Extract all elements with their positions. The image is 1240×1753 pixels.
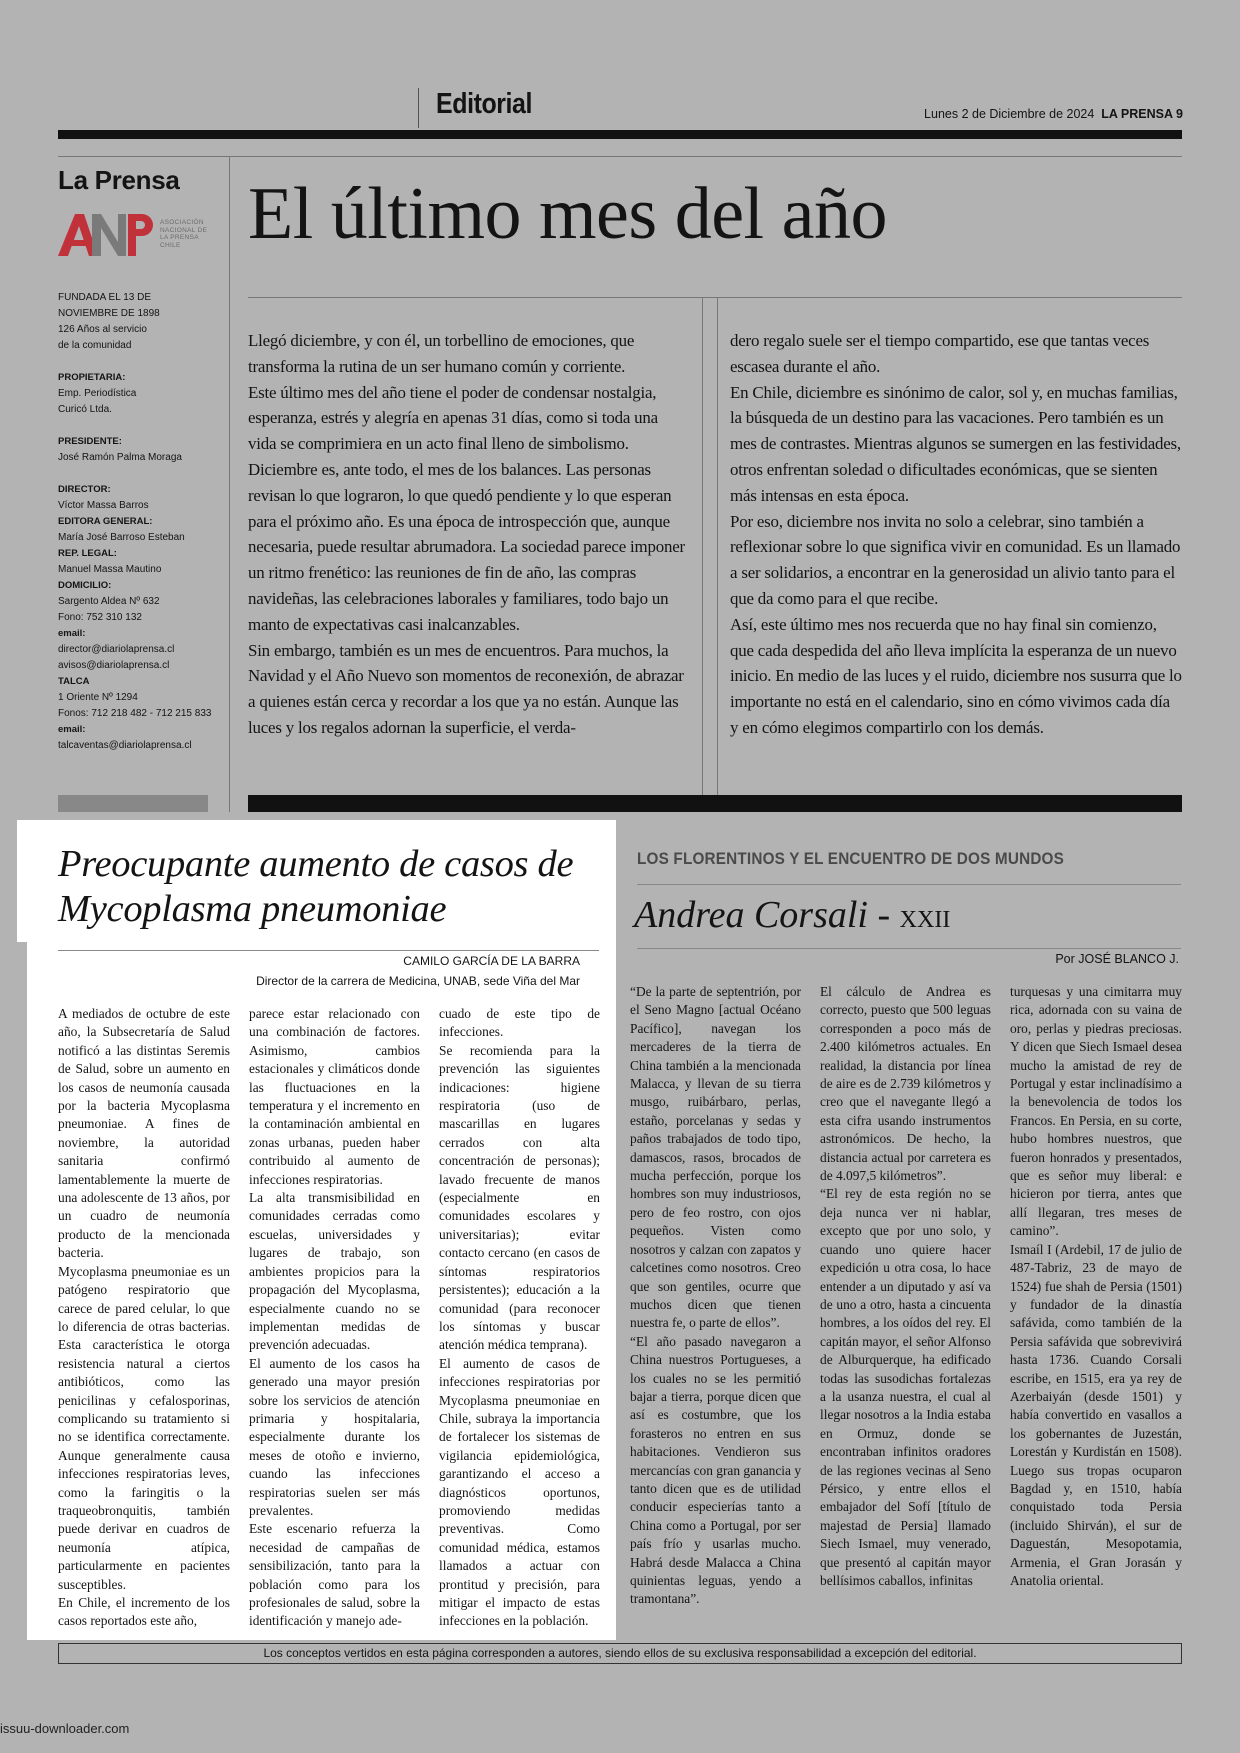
editorial-divider xyxy=(717,297,718,795)
editorial-column-1 xyxy=(248,328,690,741)
founded-line: de la comunidad xyxy=(58,340,132,351)
editorial-rule xyxy=(248,297,1182,298)
editora-label: EDITORA GENERAL: xyxy=(58,516,153,527)
paragraph: dero regalo suele ser el tiempo compartido, ese que tantas veces escasea durante el año. xyxy=(730,331,1150,376)
paragraph: cuado de este tipo de infecciones. xyxy=(439,1006,600,1040)
paragraph: Sin embargo, también es un mes de encuentros. Para muchos, la Navidad y el Año Nuevo son momentos de reconexión, de abrazar a quienes están cerca y recordar a los que ya no están. Aunque las luces y los regalos adornan la superficie, el verda- xyxy=(248,640,684,737)
presidente-block xyxy=(58,434,218,466)
article-left-author: CAMILO GARCÍA DE LA BARRA xyxy=(403,954,580,968)
anp-logo xyxy=(58,212,218,256)
paragraph: El cálculo de Andrea es correcto, puesto que 500 leguas corresponden a poco más de 2.400 kilómetros actuales. En realidad, la distancia por línea de aire es de 2.739 kilómetros y creo que el navegante llegó a esta cifra usando instrumentos astronómicos. De hecho, la distancia actual por carretera es de 4.097,5 kilómetros”. xyxy=(820,984,991,1184)
article-right-column-1 xyxy=(630,983,801,1609)
editorial-headline: El último mes del año xyxy=(248,173,887,255)
paragraph: parece estar relacionado con una combinación de factores. Asimismo, cambios estacionales y climáticos donde las fluctuaciones en la temperatura y el incremento en la contaminación ambiental en zonas urbanas, pueden haber contribuido al aumento de infecciones respiratorias. xyxy=(249,1006,420,1187)
paragraph: “El rey de esta región no se deja nunca ver ni hablar, excepto que por uno solo, y cuando uno quiere hacer expedición u otra cosa, lo hace entender a un diputado y así va de uno a otro, hasta a cincuenta hombres, a los oídos del rey. El capitán mayor, el señor Alfonso de Alburquerque, ha edificado todas las susodichas fortalezas a la usanza nuestra, el cual al llegar nosotros a la India estaba en Ormuz, donde se encontraban infinitos oradores de las regiones vecinas al Seno Pérsico, y entre ellos el embajador del Sofí [título de majestad de Persia] llamado Siech Ismael, muy venerado, que presentó al capitán mayor bellísimos caballos, infinitas xyxy=(820,1186,991,1588)
email-label: email: xyxy=(58,724,86,735)
domicilio-label: DOMICILIO: xyxy=(58,580,112,591)
anp-logo-text: ASOCIACIÓN NACIONAL DE LA PRENSA CHILE xyxy=(160,219,208,249)
paragraph: turquesas y una cimitarra muy rica, adornada con su vaina de oro, perlas y piedras preciosas. Y dicen que Siech Ismael desea mucho la amistad de rey de Portugal y estar inclinadísimo a la benevolencia de todos los Francos. En Persia, en su corte, hubo hombres nuestros, que fueron honrados y presentados, que es señor muy liberal: e hicieron por tierra, antes que allí llegaran, tres meses de camino”. xyxy=(1010,984,1182,1239)
paragraph: En Chile, diciembre es sinónimo de calor, sol y, en muchas familias, la búsqueda de un destino para las vacaciones. Pero también es un mes de contrastes. Mientras algunos se sumergen en las festividades, otros enfrentan soledad o dificultades económicas, que se sienten más intensas en esta época. xyxy=(730,382,1181,505)
masthead-bar xyxy=(58,795,208,812)
footer-disclaimer: Los conceptos vertidos en esta página corresponden a autores, siendo ellos de su exclusiva responsabilidad a excepción del editorial. xyxy=(58,1643,1182,1664)
talca-phones: Fonos: 712 218 482 - 712 215 833 xyxy=(58,708,212,719)
paragraph: Mycoplasma pneumoniae es un patógeno respiratorio que carece de pared celular, lo que lo diferencia de otras bacterias. Esta característica le otorga resistencia natural a ciertos antibióticos, como las penicilinas y cefalosporinas, complicando su tratamiento si no se identifica correctamente. Aunque generalmente causa infecciones respiratorias leves, como la faringitis o la traqueobronquitis, también puede derivar en cuadros de neumonía atípica, particularmente en pacientes susceptibles. xyxy=(58,1263,230,1592)
editorial-column-2 xyxy=(730,328,1182,741)
founded-line: 126 Años al servicio xyxy=(58,324,147,335)
rep-label: REP. LEGAL: xyxy=(58,548,117,559)
header-rule-thick xyxy=(58,130,1182,139)
propietaria-block xyxy=(58,370,218,418)
masthead-name: La Prensa xyxy=(58,165,180,195)
paragraph: Este último mes del año tiene el poder de condensar nostalgia, esperanza, estrés y alegría en apenas 31 días, como si toda una vida se comprimiera en un acto final lleno de simbolismo. xyxy=(248,382,658,454)
talca-label: TALCA xyxy=(58,676,90,687)
paragraph: Ismaíl I (Ardebil, 17 de julio de 487-Tabriz, 23 de mayo de 1524) fue shah de Persia (1501) y fundador de la dinastía safávida, como también de la Persia safávida que sobrevivirá hasta 1736. Cuando Corsali escribe, en 1515, era ya rey de Azerbaiyán (desde 1501) y había convertido en vasallos a los gobernantes de Juzestán, Lorestán y Kurdistán en 1508). Luego sus tropas ocuparon Bagdad y, en 1510, había conquistado toda Persia (incluido Shirván), el sur de Daguestán, Mesopotamia, Armenia, el Gran Jorasán y Anatolia oriental. xyxy=(1010,1241,1182,1588)
article-right-column-2 xyxy=(820,983,991,1590)
director-name: Víctor Massa Barros xyxy=(58,500,149,511)
propietaria-label: PROPIETARIA: xyxy=(58,372,126,383)
email-link[interactable]: talcaventas@diariolaprensa.cl xyxy=(58,740,192,751)
founded-line: NOVIEMBRE DE 1898 xyxy=(58,308,160,319)
article-right-rule xyxy=(637,884,1181,885)
paragraph: Así, este último mes nos recuerda que no hay final sin comienzo, que cada despedida del año lleva implícita la esperanza de un nuevo inicio. En medio de las luces y el ruido, diciembre nos susurra que lo importante no está en el calendario, sino en cómo vivimos cada día y en cómo elegimos compartirlo con los demás. xyxy=(730,614,1182,737)
section-title: Editorial xyxy=(418,88,565,128)
article-right-title-main: Andrea Corsali - xyxy=(634,894,900,936)
paragraph: El aumento de casos de infecciones respiratorias por Mycoplasma pneumoniae en Chile, subraya la importancia de fortalecer los sistemas de vigilancia epidemiológica, garantizando el acceso a diagnósticos oportunos, promoviendo medidas preventivas. Como comunidad médica, estamos llamados a actuar con prontitud y precisión, para mitigar el impacto de estas infecciones en la población. xyxy=(439,1355,600,1629)
column-divider xyxy=(229,157,230,812)
paragraph: A mediados de octubre de este año, la Subsecretaría de Salud notificó a las distintas Seremis de Salud, sobre un aumento en los casos de neumonía causada por la bacteria Mycoplasma pneumoniae. A fines de noviembre, la autoridad sanitaria confirmó lamentablemente la muerte de una adolescente de 13 años, por un cuadro de neumonía producto de la mencionada bacteria. xyxy=(58,1006,230,1261)
founded-line: FUNDADA EL 13 DE xyxy=(58,292,151,303)
article-left-column-1 xyxy=(58,1005,230,1631)
date-text: Lunes 2 de Diciembre de 2024 xyxy=(924,107,1095,121)
article-left-rule xyxy=(58,950,599,951)
paragraph: Se recomienda para la prevención las siguientes indicaciones: higiene respiratoria (uso de mascarillas en lugares cerrados con alta concentración de personas); lavado frecuente de manos (especialmente en comunidades escolares y universitarias); evitar contacto cercano (en casos de síntomas respiratorios persistentes); educación a la comunidad (para reconocer los síntomas y buscar atención médica temprana). xyxy=(439,1042,600,1353)
email-label: email: xyxy=(58,628,86,639)
article-right-byline: Por JOSÉ BLANCO J. xyxy=(1055,952,1179,966)
watermark: issuu-downloader.com xyxy=(0,1721,130,1736)
paper-page: LA PRENSA 9 xyxy=(1101,107,1183,121)
director-label: DIRECTOR: xyxy=(58,484,111,495)
anp-logo-icon xyxy=(58,212,156,256)
article-left-title: Preocupante aumento de casos de Mycoplasma pneumoniae xyxy=(58,843,574,930)
email-link[interactable]: director@diariolaprensa.cl xyxy=(58,644,175,655)
talca-address: 1 Oriente Nº 1294 xyxy=(58,692,138,703)
fono-value: Fono: 752 310 132 xyxy=(58,612,142,623)
paragraph: Por eso, diciembre nos invita no solo a celebrar, sino también a reflexionar sobre lo que significa vivir en comunidad. Es un llamado a ser solidarios, a encontrar en la generosidad un alivio tanto para el que da como para el que recibe. xyxy=(730,511,1181,608)
article-right-title-sub: XXII xyxy=(899,907,951,933)
paragraph: La alta transmisibilidad en comunidades cerradas como escuelas, universidades y lugares de trabajo, son ambientes propicios para la propagación del Mycoplasma, especialmente cuando no se implementan medidas de prevención adecuadas. xyxy=(249,1190,420,1353)
header-rule-thin xyxy=(58,156,1182,157)
propietaria-line: Emp. Periodística xyxy=(58,388,137,399)
article-left-column-3 xyxy=(439,1005,600,1631)
rep-name: Manuel Massa Mautino xyxy=(58,564,162,575)
domicilio-value: Sargento Aldea Nº 632 xyxy=(58,596,160,607)
editorial-bottom-bar xyxy=(248,795,1182,812)
paragraph: Diciembre es, ante todo, el mes de los balances. Las personas revisan lo que lograron, lo que quedó pendiente y lo que esperan para el próximo año. Es una época de introspección que, aunque necesaria, puede resultar abrumadora. La sociedad parece imponer un ritmo frenético: las reuniones de fin de año, las compras navideñas, las celebraciones laborales y familiares, todo bajo un manto de expectativas casi inalcanzables. xyxy=(248,459,685,634)
paragraph: Llegó diciembre, y con él, un torbellino de emociones, que transforma la rutina de un ser humano común y corriente. xyxy=(248,331,635,376)
paragraph: “De la parte de septentrión, por el Seno Magno [actual Océano Pacífico], navegan los mercaderes de la tierra de China también a la mencionada Malacca, y llevan de su tierra musgo, ruibárbaro, perlas, estaño, porcelanas y sedas y paños trabajados de todo tipo, damascos, rasos, brocados de mucha perfección, porque los hombres son muy industriosos, pero de feo rostro, con ojos pequeños. Visten como nosotros y calzan con zapatos y calcetines como nosotros. Creo que son gentiles, ocurre que muchos dicen que tienen nuestra fe, o parte de ellos”. xyxy=(630,984,801,1331)
article-left-author-role: Director de la carrera de Medicina, UNAB, sede Viña del Mar xyxy=(256,974,580,988)
paragraph: En Chile, el incremento de los casos reportados este año, xyxy=(58,1595,230,1629)
paragraph: El aumento de los casos ha generado una mayor presión sobre los servicios de atención primaria y hospitalaria, especialmente durante los meses de otoño e invierno, cuando las infecciones respiratorias suelen ser más prevalentes. xyxy=(249,1355,420,1518)
article-right-column-3 xyxy=(1010,983,1182,1590)
article-right-rule xyxy=(637,948,1181,949)
staff-block xyxy=(58,482,218,754)
masthead xyxy=(58,165,218,770)
page-date xyxy=(924,107,1183,121)
founded-block xyxy=(58,290,218,354)
editorial-divider xyxy=(702,297,703,795)
paragraph: “El año pasado navegaron a China nuestros Portugueses, a los cuales no se les permitió bajar a tierra, porque dicen que así es costumbre, que los forasteros no entren en sus habitaciones. Vendieron sus mercancías con gran ganancia y tanto dicen que es de utilidad conducir especierías tanto a China como a Portugal, por ser país frío y usarlas mucho. Habrá desde Malacca a China quinientas leguas, yendo a tramontana”. xyxy=(630,1333,802,1607)
propietaria-line: Curicó Ltda. xyxy=(58,404,112,415)
email-link[interactable]: avisos@diariolaprensa.cl xyxy=(58,660,170,671)
paragraph: Este escenario refuerza la necesidad de campañas de sensibilización, tanto para la población como para los profesionales de salud, sobre la identificación y manejo ade- xyxy=(249,1521,420,1629)
presidente-name: José Ramón Palma Moraga xyxy=(58,452,182,463)
editora-name: María José Barroso Esteban xyxy=(58,532,185,543)
article-right-title xyxy=(634,890,950,945)
article-right-kicker: LOS FLORENTINOS Y EL ENCUENTRO DE DOS MUNDOS xyxy=(637,849,1065,868)
presidente-label: PRESIDENTE: xyxy=(58,436,122,447)
article-left-column-2 xyxy=(249,1005,420,1631)
